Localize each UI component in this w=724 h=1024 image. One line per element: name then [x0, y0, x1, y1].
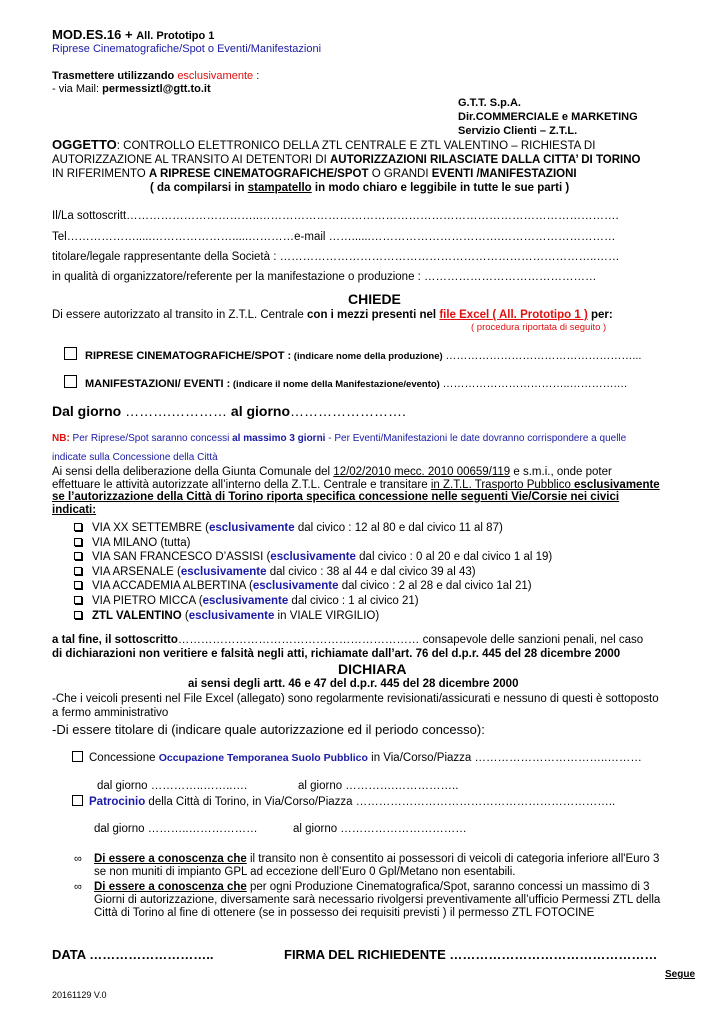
- doc-code-text: MOD.ES.16: [52, 27, 122, 42]
- delibera-l2c: esclusivamente: [570, 478, 660, 491]
- bullet-square-icon: [74, 567, 82, 575]
- chiede-l1b: con i mezzi presenti nel: [307, 309, 440, 321]
- conoscenza-head: Di essere a conoscenza che: [94, 853, 247, 865]
- patrocinio-address-field[interactable]: …………………………………………………………..: [355, 796, 616, 808]
- afine-l1a: a tal fine, il sottoscritto: [52, 634, 178, 646]
- option-eventi[interactable]: [64, 375, 628, 390]
- street-item: VIA SAN FRANCESCO D’ASSISI (esclusivamente dal civico : 0 al 20 e dal civico 1 al 19): [74, 550, 552, 565]
- oggetto-label: OGGETTO: [52, 137, 117, 152]
- doc-code-plus: +: [124, 27, 133, 42]
- data-field[interactable]: DATA ………………………..: [52, 947, 214, 962]
- concessione-post: in Via/Corso/Piazza: [367, 752, 475, 764]
- option-eventi-hint: (indicare il nome della Manifestazione/evento): [230, 379, 443, 390]
- trasmettere-line: [52, 70, 259, 82]
- procedura-note: ( procedura riportata di seguito ): [471, 322, 607, 333]
- delibera-ref: 12/02/2010 mecc. 2010 00659/119: [333, 466, 511, 478]
- patrocinio-post: della Città di Torino, in Via/Corso/Piazza: [145, 796, 356, 808]
- delibera-l2b: in Z.T.L. Trasporto Pubblico: [430, 478, 571, 491]
- oggetto-line2: [52, 153, 670, 167]
- nb-t4: indicate sulla Concessione della Città: [52, 452, 218, 463]
- conoscenza-item: [74, 881, 660, 920]
- conoscenza-l3: Città di Torino al fine di ottenere (se in possesso dei requisiti previsti ) il permesso ZTL FOTOCINE: [94, 907, 595, 919]
- mail-address: permessiztl@gtt.to.it: [102, 83, 211, 95]
- delibera-l2a: effettuare le attività autorizzate all’interno della Z.T.L. Centrale e transitare: [52, 478, 431, 491]
- bullet-square-icon: [74, 581, 82, 589]
- oggetto-l2a: AUTORIZZAZIONE AL TRANSITO AI DETENTORI DI: [52, 154, 330, 166]
- oggetto-l4a: ( da compilarsi in: [150, 182, 248, 194]
- recipient-line1: G.T.T. S.p.A.: [458, 97, 521, 109]
- field-titolare[interactable]: titolare/legale rappresentante della Società : ………………………………………………………………………..……: [52, 251, 620, 263]
- nb-label: NB:: [52, 433, 70, 444]
- afine-block: [52, 633, 643, 661]
- street-item: VIA XX SETTEMBRE (esclusivamente dal civico : 12 al 80 e dal civico 11 al 87): [74, 521, 552, 536]
- oggetto-line1: [52, 138, 670, 153]
- field-qualita[interactable]: in qualità di organizzatore/referente per la manifestazione o produzione : ………………………………………: [52, 271, 597, 283]
- dichiara-l1: -Che i veicoli presenti nel File Excel (allegato) sono regolarmente revisionati/assicurati e nessuno di questi è sottoposto: [52, 693, 659, 705]
- nb-t1: Per Riprese/Spot saranno concessi: [69, 433, 233, 444]
- trasmettere-pre: Trasmettere utilizzando: [52, 70, 178, 82]
- oggetto-block: [52, 138, 670, 195]
- patrocinio-dal[interactable]: dal giorno ………..………………: [94, 823, 258, 835]
- recipient-line2: Dir.COMMERCIALE e MARKETING: [458, 111, 638, 123]
- option-riprese-dots[interactable]: ……………………………………………...: [445, 350, 642, 362]
- conoscenza-l2: Giorni di autorizzazione, diversamente sarà necessario rivolgersi preventivamente all’ufficio Permessi ZTL della: [94, 894, 661, 906]
- option-concessione[interactable]: [72, 751, 642, 764]
- trasmettere-excl: esclusivamente: [177, 70, 254, 82]
- conoscenza-l1: il transito non è consentito ai possessori di veicoli di categoria inferiore all'Euro 3: [246, 853, 660, 865]
- period-to-field[interactable]: …………………….: [290, 403, 406, 419]
- period-to-label: al giorno: [227, 403, 291, 419]
- chiede-l1a: Di essere autorizzato al transito in Z.T.L. Centrale: [52, 309, 308, 321]
- delibera-l4: indicati:: [52, 503, 97, 516]
- concessione-name: Occupazione Temporanea Suolo Pubblico: [158, 752, 368, 764]
- checkbox-eventi[interactable]: [64, 375, 77, 388]
- doc-code: [52, 27, 214, 42]
- conoscenza-l1: per ogni Produzione Cinematografica/Spot, saranno concessi un massimo di 3: [246, 881, 650, 893]
- bullet-square-icon: [74, 611, 82, 619]
- concessione-dal[interactable]: dal giorno …………..……..….: [97, 780, 248, 792]
- period-from-label: Dal giorno: [52, 403, 126, 419]
- street-item: VIA ACCADEMIA ALBERTINA (esclusivamente dal civico : 2 al 28 e dal civico 1al 21): [74, 579, 552, 594]
- conoscenza-head: Di essere a conoscenza che: [94, 881, 247, 893]
- infinity-bullet-icon: ∞: [74, 853, 82, 865]
- delibera-block: [52, 466, 670, 516]
- dichiara-sub: ai sensi degli artt. 46 e 47 del d.p.r. 445 del 28 dicembre 2000: [188, 678, 519, 690]
- street-item: VIA MILANO (tutta): [74, 536, 552, 551]
- conoscenza-item: [74, 853, 659, 879]
- bullet-square-icon: [74, 538, 82, 546]
- afine-l1b[interactable]: ……………………………………………………… consapevole delle sanzioni penali, nel caso: [177, 634, 644, 646]
- oggetto-l2b: AUTORIZZAZIONI RILASCIATE DALLA CITTA’ DI TORINO: [329, 154, 641, 166]
- infinity-bullet-icon: ∞: [74, 881, 82, 893]
- mail-line: [52, 83, 211, 95]
- oggetto-l3c: O GRANDI: [368, 168, 432, 180]
- concessione-pre: Concessione: [89, 752, 159, 764]
- doc-subtitle: Riprese Cinematografiche/Spot o Eventi/Manifestazioni: [52, 43, 322, 55]
- delibera-l1: [52, 466, 670, 479]
- oggetto-l1: : CONTROLLO ELETTRONICO DELLA ZTL CENTRALE E ZTL VALENTINO – RICHIESTA DI: [116, 140, 596, 152]
- period-line: [52, 403, 406, 419]
- option-eventi-dots[interactable]: ……………………………..………….…: [442, 378, 628, 390]
- delibera-l3: se l’autorizzazione della Città di Torino riporta specifica concessione nelle seguenti Vie/Corsie nei civici: [52, 491, 620, 503]
- patrocinio-name: Patrocinio: [89, 796, 146, 808]
- oggetto-line4: [52, 181, 670, 195]
- concessione-al[interactable]: al giorno ………….……………..: [298, 780, 459, 792]
- delibera-l2: [52, 479, 670, 492]
- recipient-line3: Servizio Clienti – Z.T.L.: [458, 125, 578, 137]
- chiede-l1d: per:: [587, 309, 613, 321]
- bullet-square-icon: [74, 552, 82, 560]
- checkbox-concessione[interactable]: [72, 751, 83, 762]
- oggetto-l3d: EVENTI /MANIFESTAZIONI: [431, 168, 577, 180]
- period-from-field[interactable]: ……….…………: [125, 403, 228, 419]
- segue-label: Segue: [665, 969, 696, 980]
- excel-file-link: file Excel ( All. Prototipo 1 ): [439, 309, 588, 321]
- recipient-block: [458, 96, 638, 138]
- street-item: ZTL VALENTINO (esclusivamente in VIALE VIRGILIO): [74, 609, 552, 624]
- concessione-address-field[interactable]: ……………………………..………: [474, 752, 642, 764]
- nb-t3: - Per Eventi/Manifestazioni le date dovranno corrispondere a quelle: [325, 433, 627, 444]
- delibera-l1a: Ai sensi della deliberazione della Giunta Comunale del: [52, 466, 334, 478]
- doc-allegato: All. Prototipo 1: [136, 30, 215, 42]
- streets-list: [74, 521, 552, 623]
- chiede-line: [52, 309, 613, 321]
- bullet-square-icon: [74, 523, 82, 531]
- option-eventi-label: MANIFESTAZIONI/ EVENTI :: [85, 378, 231, 390]
- dichiara-title: DICHIARA: [338, 661, 407, 677]
- option-riprese[interactable]: [64, 347, 641, 362]
- option-riprese-hint: (indicare nome della produzione): [291, 351, 446, 362]
- option-riprese-label: RIPRESE CINEMATOGRAFICHE/SPOT :: [85, 350, 292, 362]
- afine-l2: di dichiarazioni non veritiere e falsità negli atti, richiamate dall’art. 76 del d.p.r. 445 del 28 dicembre 2000: [52, 648, 621, 660]
- oggetto-l3b: A RIPRESE CINEMATOGRAFICHE/SPOT: [148, 168, 369, 180]
- street-item: VIA ARSENALE (esclusivamente dal civico : 38 al 44 e dal civico 39 al 43): [74, 565, 552, 580]
- oggetto-line3: [52, 167, 670, 181]
- version-label: 20161129 V.0: [52, 990, 107, 1000]
- field-tel-email[interactable]: Tel……………….....………………….....…………e-mail ……......…………………………….…………………………: [52, 231, 616, 243]
- checkbox-riprese[interactable]: [64, 347, 77, 360]
- option-patrocinio[interactable]: [72, 795, 615, 808]
- checkbox-patrocinio[interactable]: [72, 795, 83, 806]
- bullet-square-icon: [74, 596, 82, 604]
- trasmettere-post: :: [253, 70, 260, 82]
- patrocinio-al[interactable]: al giorno ……………………………: [293, 823, 467, 835]
- oggetto-l4c: in modo chiaro e leggibile in tutte le sue parti ): [311, 182, 570, 194]
- delibera-l1c: e s.m.i., onde poter: [510, 466, 612, 478]
- oggetto-l4b: stampatello: [247, 182, 312, 194]
- mail-pre: - via Mail:: [52, 83, 103, 95]
- dichiara-l2: a fermo amministrativo: [52, 707, 169, 719]
- nb-t2: al massimo 3 giorni: [232, 433, 326, 444]
- nb-note: [52, 429, 626, 467]
- street-item: VIA PIETRO MICCA (esclusivamente dal civico : 1 al civico 21): [74, 594, 552, 609]
- conoscenza-l2: se non muniti di impianto GPL ad eccezione dell’Euro 0 Gpl/Metano non esentabili.: [94, 866, 516, 878]
- firma-field[interactable]: FIRMA DEL RICHIEDENTE …………………………………………: [284, 947, 658, 962]
- field-sottoscritto[interactable]: Il/La sottoscritt……………………………..………………………………………………………………………………….: [52, 210, 619, 222]
- oggetto-l3a: IN RIFERIMENTO: [52, 168, 149, 180]
- chiede-title: CHIEDE: [348, 291, 401, 307]
- dichiara-l3: -Di essere titolare di (indicare quale autorizzazione ed il periodo concesso):: [52, 722, 485, 737]
